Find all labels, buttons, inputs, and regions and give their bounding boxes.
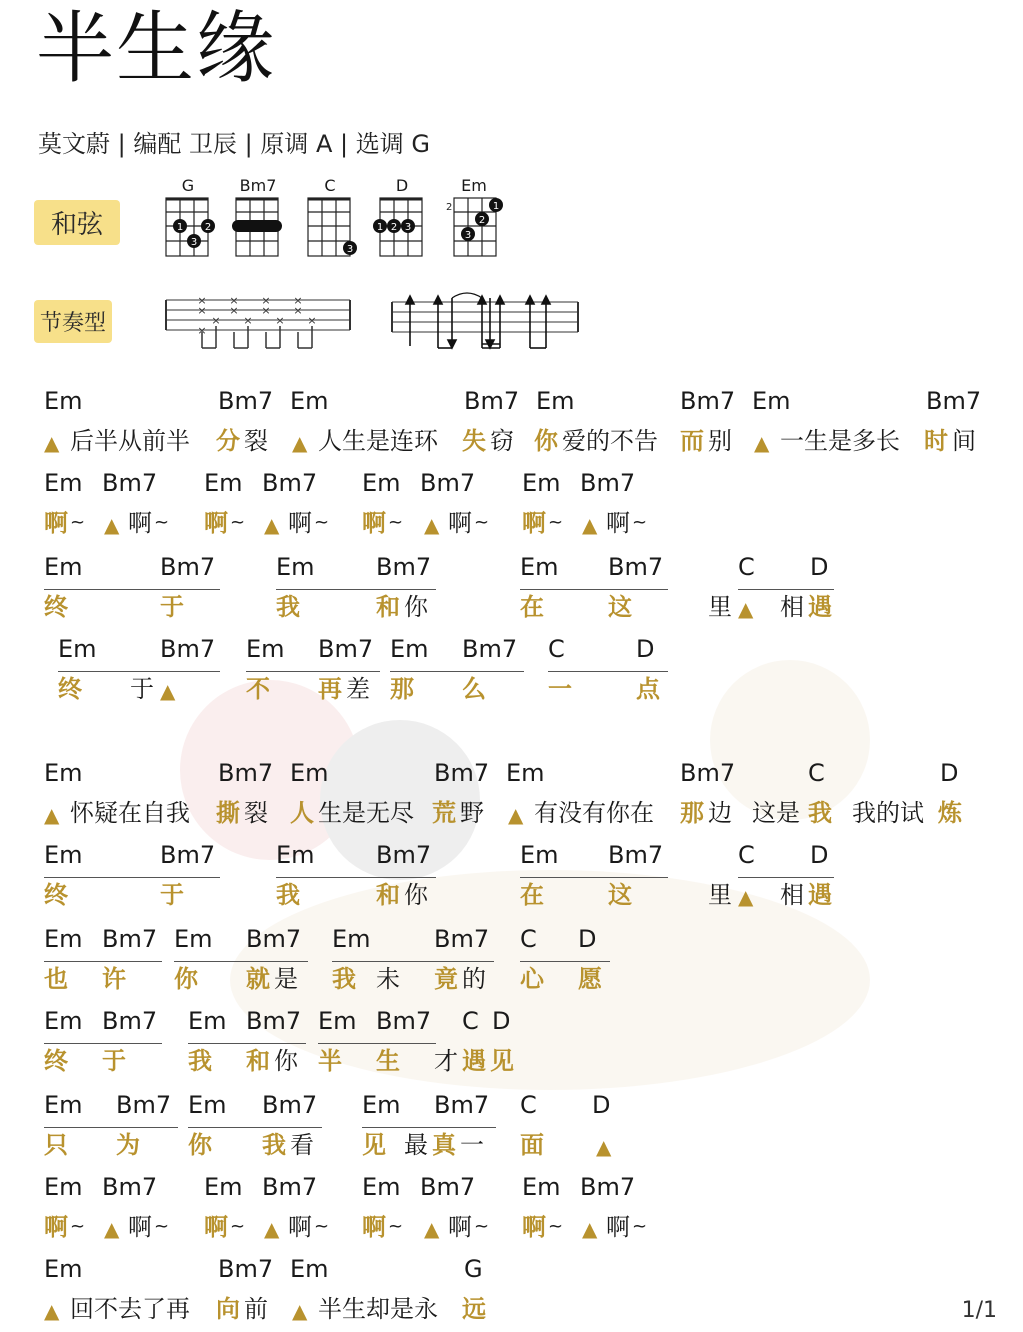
lyric: 许 xyxy=(102,965,126,993)
chord: Em xyxy=(520,553,559,581)
chord: Bm7 xyxy=(102,469,158,497)
chord-name: D xyxy=(395,176,409,195)
chord: Em xyxy=(188,1007,227,1035)
lyric: 人 xyxy=(290,799,314,827)
chord: Bm7 xyxy=(434,759,490,787)
lyric: 窃 xyxy=(490,427,514,455)
chord: Bm7 xyxy=(376,841,432,869)
chord: Em xyxy=(522,469,561,497)
chord: Em xyxy=(44,469,83,497)
rhythm-pattern-2 xyxy=(390,290,582,354)
strum-marker: ▲ xyxy=(738,597,754,621)
fret-label: 2 xyxy=(446,202,453,213)
chord: Bm7 xyxy=(102,1173,158,1201)
chord: Em xyxy=(44,1091,83,1119)
lyric: 相 xyxy=(780,593,804,621)
lyric: ~ xyxy=(230,512,246,533)
lyric: 你 xyxy=(174,965,198,993)
chord-name: C xyxy=(324,176,336,195)
svg-text:2: 2 xyxy=(204,222,212,233)
lyric: 差 xyxy=(346,675,370,703)
lyric: 啊 xyxy=(606,1213,630,1241)
svg-text:×: × xyxy=(229,294,239,307)
strum-marker: ▲ xyxy=(754,431,770,455)
svg-text:×: × xyxy=(197,294,207,307)
chord: Bm7 xyxy=(262,1091,318,1119)
lyric: 啊 xyxy=(44,509,68,537)
chord: Bm7 xyxy=(434,1091,490,1119)
chord: Em xyxy=(246,635,285,663)
lyric: 边 xyxy=(708,799,732,827)
lyric: 间 xyxy=(952,427,976,455)
svg-text:×: × xyxy=(293,304,303,317)
strum-marker: ▲ xyxy=(264,1217,280,1241)
chord: G xyxy=(464,1255,483,1283)
chord: Bm7 xyxy=(102,925,158,953)
chord: Bm7 xyxy=(116,1091,172,1119)
chord: D xyxy=(940,759,959,787)
chord: D xyxy=(592,1091,611,1119)
chord: Bm7 xyxy=(102,1007,158,1035)
chord: Bm7 xyxy=(262,469,318,497)
lyric: ~ xyxy=(388,1216,404,1237)
lyric: 分 xyxy=(216,427,240,455)
lyric: 于 xyxy=(130,675,154,703)
lyric: 啊 xyxy=(606,509,630,537)
chord-diagram-g xyxy=(158,178,218,260)
chord: Em xyxy=(390,635,429,663)
lyric: 为 xyxy=(116,1131,140,1159)
chord: Bm7 xyxy=(160,553,216,581)
chord: Em xyxy=(362,469,401,497)
chord: Em xyxy=(44,759,83,787)
chord: D xyxy=(636,635,655,663)
lyric: ~ xyxy=(154,1216,170,1237)
lyric: 于 xyxy=(102,1047,126,1075)
chord: D xyxy=(492,1007,511,1035)
svg-text:×: × xyxy=(211,314,221,327)
lyric: 一生是多长 xyxy=(780,427,900,455)
lyric: 遇 xyxy=(808,593,832,621)
chord: Bm7 xyxy=(580,1173,636,1201)
chord: C xyxy=(520,1091,537,1119)
lyric: 你 xyxy=(404,881,428,909)
lyric: 前 xyxy=(244,1295,268,1323)
svg-text:×: × xyxy=(307,314,317,327)
lyric: 遇 xyxy=(808,881,832,909)
strum-marker: ▲ xyxy=(582,1217,598,1241)
lyric: 点 xyxy=(636,675,660,703)
chord: C xyxy=(462,1007,479,1035)
chord: Bm7 xyxy=(318,635,374,663)
svg-text:×: × xyxy=(197,304,207,317)
lyric: 人生是连环 xyxy=(318,427,438,455)
chord: Em xyxy=(276,553,315,581)
chord-tag: 和弦 xyxy=(34,200,120,245)
lyric: 怀疑在自我 xyxy=(70,799,190,827)
strum-marker: ▲ xyxy=(264,513,280,537)
lyric: 那 xyxy=(390,675,414,703)
chord: C xyxy=(738,841,755,869)
strum-marker: ▲ xyxy=(44,1299,60,1323)
lyric: 啊 xyxy=(128,509,152,537)
chord: Bm7 xyxy=(462,635,518,663)
lyric: 于 xyxy=(160,593,184,621)
strum-marker: ▲ xyxy=(160,679,176,703)
lyric: 啊 xyxy=(522,509,546,537)
svg-text:1: 1 xyxy=(376,222,384,233)
lyric: 你 xyxy=(274,1047,298,1075)
chord-diagram-d xyxy=(372,178,432,260)
lyric: 有没有你在 xyxy=(534,799,654,827)
lyric: 我 xyxy=(262,1131,286,1159)
lyric: 于 xyxy=(160,881,184,909)
chord-diagram-bm7 xyxy=(228,178,288,260)
lyric: 就 xyxy=(246,965,270,993)
lyric: 只 xyxy=(44,1131,68,1159)
lyric: 我 xyxy=(188,1047,212,1075)
lyric: 远 xyxy=(462,1295,486,1323)
chord: Em xyxy=(44,553,83,581)
svg-text:×: × xyxy=(275,314,285,327)
svg-text:2: 2 xyxy=(390,222,398,233)
lyric: 啊 xyxy=(448,1213,472,1241)
lyric: 你 xyxy=(188,1131,212,1159)
strum-marker: ▲ xyxy=(292,1299,308,1323)
lyric: 终 xyxy=(44,593,68,621)
chord: Bm7 xyxy=(262,1173,318,1201)
lyric: 向 xyxy=(216,1295,240,1323)
lyric: 裂 xyxy=(244,799,268,827)
chord-diagram-c xyxy=(300,178,360,260)
chord: Em xyxy=(44,1007,83,1035)
chord: Em xyxy=(276,841,315,869)
strum-marker: ▲ xyxy=(582,513,598,537)
lyric: 在 xyxy=(520,593,544,621)
song-meta: 莫文蔚 | 编配 卫辰 | 原调 A | 选调 G xyxy=(38,130,430,158)
lyric: 竟 xyxy=(434,965,458,993)
chord: Bm7 xyxy=(160,841,216,869)
lyric: 再 xyxy=(318,675,342,703)
lyric: ~ xyxy=(548,512,564,533)
chord: Bm7 xyxy=(218,759,274,787)
lyric: 那 xyxy=(680,799,704,827)
lyric: 我的试 xyxy=(852,799,924,827)
svg-text:×: × xyxy=(229,304,239,317)
lyric: 心 xyxy=(520,965,544,993)
chord: Em xyxy=(752,387,791,415)
chord: Em xyxy=(362,1173,401,1201)
chord: C xyxy=(808,759,825,787)
lyric: 裂 xyxy=(244,427,268,455)
lyric: 遇 xyxy=(462,1047,486,1075)
lyric: 未 xyxy=(376,965,400,993)
lyric: 啊 xyxy=(448,509,472,537)
chord: D xyxy=(810,841,829,869)
chord: Em xyxy=(44,841,83,869)
chord: C xyxy=(548,635,565,663)
svg-text:3: 3 xyxy=(346,244,354,255)
lyric: 荒 xyxy=(432,799,456,827)
strum-marker: ▲ xyxy=(292,431,308,455)
chord: Bm7 xyxy=(218,1255,274,1283)
strum-marker: ▲ xyxy=(104,513,120,537)
lyric: 啊 xyxy=(522,1213,546,1241)
lyric: 回不去了再 xyxy=(70,1295,190,1323)
lyric: 而 xyxy=(680,427,704,455)
strum-marker: ▲ xyxy=(44,431,60,455)
chord: Bm7 xyxy=(680,759,736,787)
lyric: 撕 xyxy=(216,799,240,827)
chord: Bm7 xyxy=(464,387,520,415)
chord: Bm7 xyxy=(420,1173,476,1201)
chord-name: G xyxy=(181,176,195,195)
lyric: 生是无尽 xyxy=(318,799,414,827)
lyric: 啊 xyxy=(204,509,228,537)
svg-text:1: 1 xyxy=(492,201,500,212)
lyric: 的 xyxy=(462,965,486,993)
chord: Em xyxy=(290,387,329,415)
svg-text:3: 3 xyxy=(404,222,412,233)
chord: D xyxy=(810,553,829,581)
svg-text:3: 3 xyxy=(464,230,472,241)
lyric: 愿 xyxy=(578,965,602,993)
lyric: 看 xyxy=(290,1131,314,1159)
page-number: 1/1 xyxy=(961,1298,997,1323)
chord: Em xyxy=(58,635,97,663)
svg-text:×: × xyxy=(261,294,271,307)
chord: Em xyxy=(174,925,213,953)
lyric: 啊 xyxy=(204,1213,228,1241)
rhythm-tag: 节奏型 xyxy=(34,300,112,343)
chord: Em xyxy=(44,1173,83,1201)
chord: Em xyxy=(44,1255,83,1283)
lyric: 半生却是永 xyxy=(318,1295,438,1323)
lyric: 后半从前半 xyxy=(70,427,190,455)
beat-underline xyxy=(44,589,220,590)
chord: Em xyxy=(290,759,329,787)
lyric: 面 xyxy=(520,1131,544,1159)
lyric: ~ xyxy=(548,1216,564,1237)
lyric: 啊 xyxy=(288,1213,312,1241)
chord: Bm7 xyxy=(608,553,664,581)
chord: Bm7 xyxy=(246,1007,302,1035)
lyric: 一 xyxy=(460,1131,484,1159)
lyric: 啊 xyxy=(362,1213,386,1241)
lyric: 是 xyxy=(274,965,298,993)
chord: Bm7 xyxy=(420,469,476,497)
chord: Em xyxy=(506,759,545,787)
chord: D xyxy=(578,925,597,953)
lyric: 炼 xyxy=(938,799,962,827)
lyric: ~ xyxy=(154,512,170,533)
rhythm-pattern-1 xyxy=(164,290,354,354)
lyric: 真 xyxy=(432,1131,456,1159)
chord: Bm7 xyxy=(376,553,432,581)
lyric: 里 xyxy=(708,881,732,909)
svg-text:×: × xyxy=(293,294,303,307)
chord: Bm7 xyxy=(608,841,664,869)
lyric: 终 xyxy=(58,675,82,703)
chord: Em xyxy=(522,1173,561,1201)
svg-text:×: × xyxy=(243,314,253,327)
lyric: 半 xyxy=(318,1047,342,1075)
svg-text:2: 2 xyxy=(478,215,486,226)
chord: Bm7 xyxy=(376,1007,432,1035)
beat-underline xyxy=(44,877,220,878)
chord: Bm7 xyxy=(246,925,302,953)
lyric: 我 xyxy=(276,881,300,909)
strum-marker: ▲ xyxy=(738,885,754,909)
lyric: ~ xyxy=(70,512,86,533)
lyric: 么 xyxy=(462,675,486,703)
lyric: 你 xyxy=(404,593,428,621)
lyric: 见 xyxy=(490,1047,514,1075)
lyric: ~ xyxy=(632,512,648,533)
lyric: 相 xyxy=(780,881,804,909)
song-title: 半生缘 xyxy=(36,4,277,94)
lyric: 你 xyxy=(534,427,558,455)
chord: Em xyxy=(536,387,575,415)
lyric: 也 xyxy=(44,965,68,993)
lyric: 才 xyxy=(434,1047,458,1075)
lyric: 这是 xyxy=(752,799,800,827)
lyric: 啊 xyxy=(362,509,386,537)
chord: Em xyxy=(362,1091,401,1119)
chord-name: Em xyxy=(461,176,487,195)
lyric: 别 xyxy=(708,427,732,455)
chord: Bm7 xyxy=(434,925,490,953)
lyric: 见 xyxy=(362,1131,386,1159)
lyric: ~ xyxy=(474,512,490,533)
lyric: 在 xyxy=(520,881,544,909)
chord: Em xyxy=(318,1007,357,1035)
lyric: 啊 xyxy=(288,509,312,537)
lyric: 不 xyxy=(246,675,270,703)
chord: Bm7 xyxy=(218,387,274,415)
lyric: 终 xyxy=(44,881,68,909)
chord: Bm7 xyxy=(680,387,736,415)
lyric: ~ xyxy=(632,1216,648,1237)
lyric: 啊 xyxy=(44,1213,68,1241)
lyric: 我 xyxy=(332,965,356,993)
chord: C xyxy=(738,553,755,581)
chord: C xyxy=(520,925,537,953)
chord: Em xyxy=(204,469,243,497)
lyric: ~ xyxy=(388,512,404,533)
lyric: ~ xyxy=(70,1216,86,1237)
lyric: 我 xyxy=(276,593,300,621)
chord: Bm7 xyxy=(160,635,216,663)
lyric: 爱的不告 xyxy=(562,427,658,455)
strum-marker: ▲ xyxy=(424,513,440,537)
chord: Em xyxy=(290,1255,329,1283)
lyric: 和 xyxy=(246,1047,270,1075)
lyric: 生 xyxy=(376,1047,400,1075)
lyric: ~ xyxy=(474,1216,490,1237)
chord: Em xyxy=(44,925,83,953)
svg-text:×: × xyxy=(197,324,207,337)
chord: Em xyxy=(44,387,83,415)
lyric: 和 xyxy=(376,593,400,621)
lyric: 这 xyxy=(608,881,632,909)
lyric: 失 xyxy=(462,427,486,455)
lyric: ~ xyxy=(314,512,330,533)
chord-diagram-em xyxy=(444,178,504,260)
chord: Bm7 xyxy=(926,387,982,415)
chord: Em xyxy=(520,841,559,869)
lyric: ~ xyxy=(314,1216,330,1237)
chord: Bm7 xyxy=(580,469,636,497)
lyric: 终 xyxy=(44,1047,68,1075)
chord: Em xyxy=(204,1173,243,1201)
svg-text:1: 1 xyxy=(176,222,184,233)
lyric: 这 xyxy=(608,593,632,621)
chord: Em xyxy=(188,1091,227,1119)
strum-marker: ▲ xyxy=(596,1135,612,1159)
lyric: 时 xyxy=(924,427,948,455)
strum-marker: ▲ xyxy=(44,803,60,827)
strum-marker: ▲ xyxy=(508,803,524,827)
lyric: 和 xyxy=(376,881,400,909)
lyric: 里 xyxy=(708,593,732,621)
lyric: 一 xyxy=(548,675,572,703)
lyric: 最 xyxy=(404,1131,428,1159)
lyric: ~ xyxy=(230,1216,246,1237)
lyric: 我 xyxy=(808,799,832,827)
svg-text:×: × xyxy=(261,304,271,317)
strum-marker: ▲ xyxy=(424,1217,440,1241)
chord: Em xyxy=(332,925,371,953)
lyric: 野 xyxy=(460,799,484,827)
strum-marker: ▲ xyxy=(104,1217,120,1241)
chord-name: Bm7 xyxy=(239,176,277,195)
svg-text:3: 3 xyxy=(190,237,198,248)
lyric: 啊 xyxy=(128,1213,152,1241)
